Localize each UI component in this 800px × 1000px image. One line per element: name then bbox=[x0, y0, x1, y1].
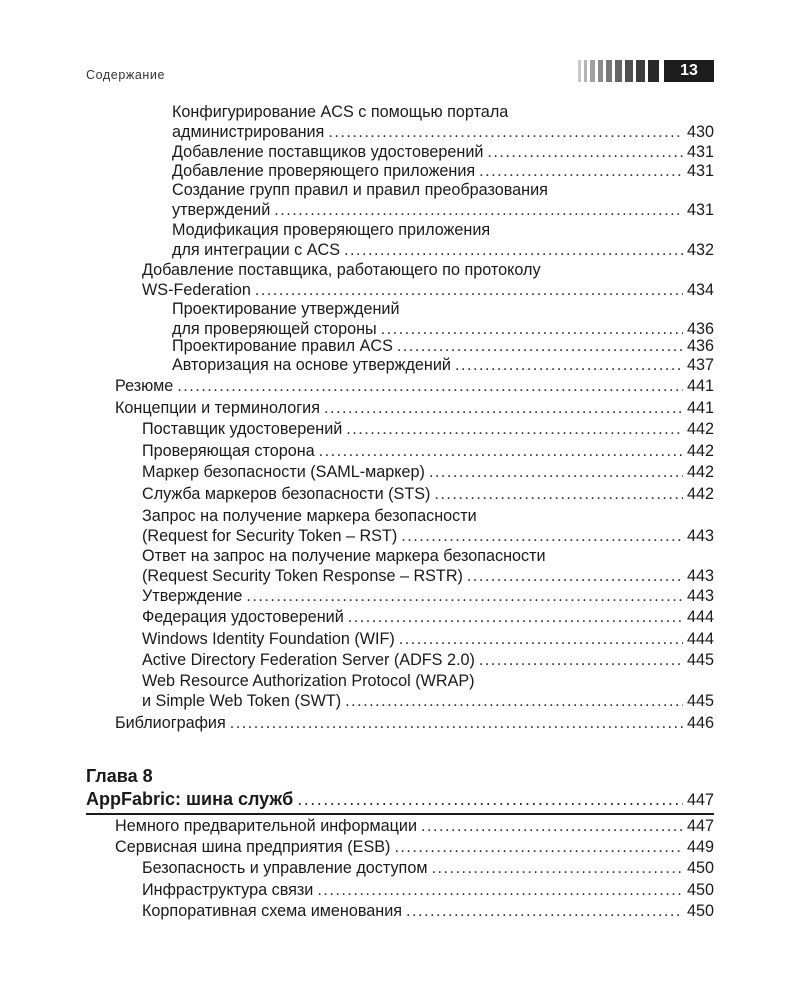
toc-entry-title: Библиография bbox=[115, 714, 226, 732]
toc-entry[interactable] bbox=[142, 650, 714, 672]
chapter-rule bbox=[86, 813, 714, 815]
toc-entry-title-line1: Модификация проверяющего приложения bbox=[172, 221, 491, 239]
toc-entry[interactable] bbox=[115, 816, 714, 838]
toc-entry-title: Добавление проверяющего приложения bbox=[172, 162, 476, 180]
toc-entry-title-line1: Добавление поставщика, работающего по протоколу bbox=[142, 261, 541, 279]
toc-entry-page: 450 bbox=[686, 881, 714, 899]
dot-leader bbox=[348, 607, 683, 627]
toc-entry-title: Безопасность и управление доступом bbox=[142, 859, 428, 877]
toc-entry[interactable] bbox=[142, 629, 714, 651]
toc-entry-page: 442 bbox=[686, 485, 714, 503]
toc-entry-page: 442 bbox=[686, 420, 714, 438]
chapter-label: Глава 8 bbox=[86, 766, 153, 786]
toc-entry[interactable] bbox=[142, 607, 714, 629]
dot-leader bbox=[455, 355, 683, 375]
toc-entry-title: Авторизация на основе утверждений bbox=[172, 356, 451, 374]
dot-leader bbox=[406, 901, 683, 921]
dot-leader bbox=[397, 336, 683, 356]
toc-entry[interactable] bbox=[142, 260, 714, 302]
toc-entry-page: 434 bbox=[686, 281, 714, 299]
toc-entry[interactable] bbox=[142, 901, 714, 923]
toc-entry-page: 431 bbox=[686, 143, 714, 161]
toc-entry-title: Инфраструктура связи bbox=[142, 881, 314, 899]
toc-entry-page: 443 bbox=[686, 527, 714, 545]
toc-entry[interactable] bbox=[172, 220, 714, 262]
toc-entry[interactable] bbox=[142, 880, 714, 902]
dot-leader bbox=[431, 858, 683, 878]
chapter-title-entry[interactable] bbox=[86, 789, 714, 813]
toc-entry[interactable] bbox=[115, 398, 714, 420]
toc-entry-title: WS-Federation bbox=[142, 281, 251, 299]
toc-entry-page: 444 bbox=[686, 630, 714, 648]
dot-leader bbox=[429, 462, 683, 482]
toc-entry[interactable] bbox=[172, 180, 714, 222]
toc-entry-title: утверждений bbox=[172, 201, 271, 219]
toc-entry-page: 447 bbox=[686, 817, 714, 835]
toc-entry[interactable] bbox=[115, 713, 714, 735]
toc-entry-page: 431 bbox=[686, 162, 714, 180]
toc-entry[interactable] bbox=[172, 299, 714, 341]
toc-entry-title: для интеграции с ACS bbox=[172, 241, 341, 259]
toc-entry-page: 436 bbox=[686, 337, 714, 355]
dot-leader bbox=[394, 837, 683, 857]
dot-leader bbox=[344, 240, 683, 260]
toc-entry-page: 441 bbox=[686, 399, 714, 417]
toc-entry[interactable] bbox=[142, 441, 714, 463]
dot-leader bbox=[434, 484, 683, 504]
toc-entry[interactable] bbox=[142, 484, 714, 506]
dot-leader bbox=[246, 586, 683, 606]
toc-entry[interactable] bbox=[142, 586, 714, 608]
toc-entry-page: 449 bbox=[686, 838, 714, 856]
dot-leader bbox=[255, 280, 683, 300]
dot-leader bbox=[479, 161, 683, 181]
toc-entry-page: 431 bbox=[686, 201, 714, 219]
toc-entry[interactable] bbox=[142, 462, 714, 484]
dot-leader bbox=[467, 566, 683, 586]
dot-leader bbox=[230, 713, 683, 733]
toc-entry-page: 436 bbox=[686, 320, 714, 338]
toc-entry-title: Резюме bbox=[115, 377, 174, 395]
running-head: Содержание bbox=[86, 68, 166, 82]
toc-entry-page: 441 bbox=[686, 377, 714, 395]
toc-entry-title: Концепции и терминология bbox=[115, 399, 320, 417]
dot-leader bbox=[324, 398, 683, 418]
toc-entry-title: Сервисная шина предприятия (ESB) bbox=[115, 838, 391, 856]
toc-entry-page: 446 bbox=[686, 714, 714, 732]
dot-leader bbox=[479, 650, 683, 670]
toc-entry-title: Добавление поставщиков удостоверений bbox=[172, 143, 484, 161]
toc-entry-title: для проверяющей стороны bbox=[172, 320, 377, 338]
dot-leader bbox=[487, 142, 683, 162]
toc-entry[interactable] bbox=[172, 102, 714, 144]
toc-entry-title: Корпоративная схема именования bbox=[142, 902, 403, 920]
toc-entry-page: 437 bbox=[686, 356, 714, 374]
toc-entry-title: Проектирование правил ACS bbox=[172, 337, 393, 355]
toc-entry-title: администрирования bbox=[172, 123, 325, 141]
dot-leader bbox=[346, 419, 683, 439]
toc-entry-title: Active Directory Federation Server (ADFS 2.0) bbox=[142, 651, 475, 669]
toc-entry-page: 430 bbox=[686, 123, 714, 141]
toc-entry-page: 442 bbox=[686, 463, 714, 481]
toc-entry-title: (Request for Security Token – RST) bbox=[142, 527, 398, 545]
toc-entry-title: и Simple Web Token (SWT) bbox=[142, 692, 342, 710]
dot-leader bbox=[399, 629, 683, 649]
toc-entry-title: Маркер безопасности (SAML-маркер) bbox=[142, 463, 425, 481]
toc-entry[interactable] bbox=[142, 671, 714, 713]
dot-leader bbox=[319, 441, 683, 461]
toc-entry-page: 432 bbox=[686, 241, 714, 259]
dot-leader bbox=[297, 789, 683, 809]
toc-entry-title: Федерация удостоверений bbox=[142, 608, 344, 626]
toc-entry[interactable] bbox=[142, 858, 714, 880]
toc-entry[interactable] bbox=[142, 419, 714, 441]
toc-entry-page: 443 bbox=[686, 567, 714, 585]
toc-entry-page: 442 bbox=[686, 442, 714, 460]
dot-leader bbox=[274, 200, 683, 220]
dot-leader bbox=[345, 691, 683, 711]
chapter-page: 447 bbox=[686, 791, 714, 809]
toc-entry-title: Служба маркеров безопасности (STS) bbox=[142, 485, 431, 503]
toc-entry-title: Немного предварительной информации bbox=[115, 817, 417, 835]
toc-entry-page: 444 bbox=[686, 608, 714, 626]
toc-entry-title: Утверждение bbox=[142, 587, 243, 605]
toc-entry-page: 445 bbox=[686, 651, 714, 669]
toc-entry-title: Поставщик удостоверений bbox=[142, 420, 343, 438]
toc-entry-title: (Request Security Token Response – RSTR) bbox=[142, 567, 463, 585]
toc-entry-page: 450 bbox=[686, 902, 714, 920]
toc-entry-title-line1: Ответ на запрос на получение маркера безопасности bbox=[142, 547, 546, 565]
toc-entry-title-line1: Создание групп правил и правил преобразования bbox=[172, 181, 548, 199]
toc-entry[interactable] bbox=[115, 376, 714, 398]
chapter-title: AppFabric: шина служб bbox=[86, 789, 294, 809]
toc-entry-title-line1: Конфигурирование ACS с помощью портала bbox=[172, 103, 509, 121]
toc-entry-page: 450 bbox=[686, 859, 714, 877]
toc-entry-page: 445 bbox=[686, 692, 714, 710]
dot-leader bbox=[317, 880, 683, 900]
toc-entry-page: 443 bbox=[686, 587, 714, 605]
toc-entry-title-line1: Web Resource Authorization Protocol (WRAP) bbox=[142, 672, 475, 690]
toc-entry[interactable] bbox=[115, 837, 714, 859]
page-number: 13 bbox=[664, 60, 714, 82]
toc-entry-title: Windows Identity Foundation (WIF) bbox=[142, 630, 395, 648]
dot-leader bbox=[401, 526, 683, 546]
toc-entry[interactable] bbox=[172, 355, 714, 377]
toc-entry-title-line1: Проектирование утверждений bbox=[172, 300, 400, 318]
toc-entry[interactable] bbox=[142, 506, 714, 548]
dot-leader bbox=[421, 816, 683, 836]
toc-entry-title-line1: Запрос на получение маркера безопасности bbox=[142, 507, 477, 525]
toc-entry[interactable] bbox=[142, 546, 714, 588]
dot-leader bbox=[328, 122, 683, 142]
toc-entry-title: Проверяющая сторона bbox=[142, 442, 315, 460]
dot-leader bbox=[177, 376, 683, 396]
